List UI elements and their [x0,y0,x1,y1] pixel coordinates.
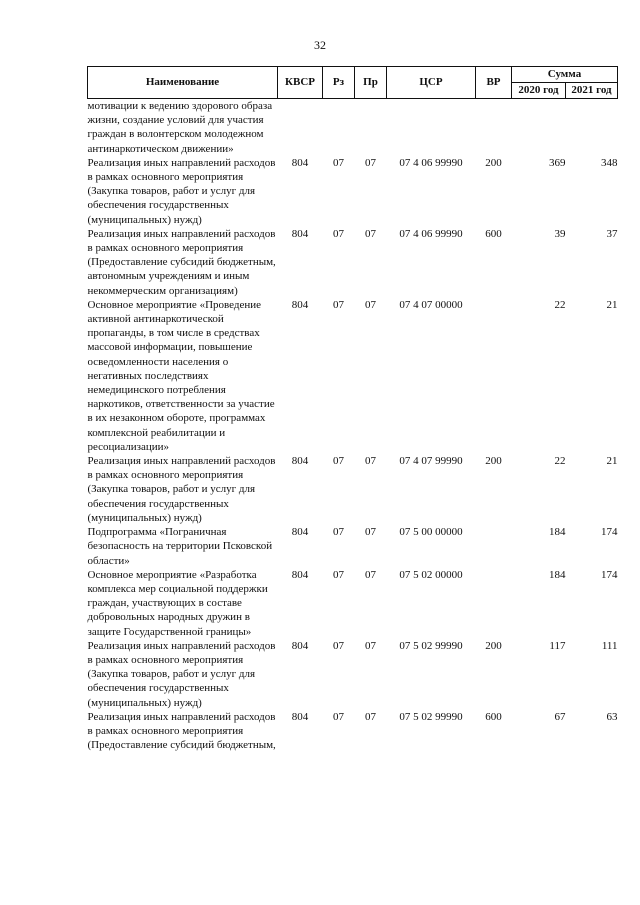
cell-rz: 07 [333,227,344,240]
cell-vr [476,298,512,454]
cell-pr: 07 [365,568,376,581]
cell-name: Реализация иных направлений расходов в рамках основного мероприятия (Закупка товаров, работ и услуг для обеспечения государственных (муниципальных) нужд) [87,156,276,226]
cell-pr: 07 [365,710,376,723]
cell-pr: 07 [365,455,376,468]
cell-name: мотивации к ведению здорового образа жизни, создание условий для участия граждан в волонтерском молодежном антинаркотическом движении» [87,100,273,155]
cell-kvsr: 804 [291,298,309,311]
cell-csr [387,99,476,156]
cell-sum-2021: 174 [601,568,618,581]
cell-rz: 07 [333,568,344,581]
col-header-csr: ЦСР [387,67,476,99]
cell-csr: 07 4 07 00000 [399,298,463,311]
cell-vr: 600 [485,227,502,240]
cell-pr: 07 [365,526,376,539]
table-row [88,227,618,298]
cell-kvsr: 804 [291,568,309,581]
table-row [88,568,618,639]
cell-kvsr: 804 [291,227,309,240]
table-body [88,99,618,753]
cell-pr: 07 [365,639,376,652]
budget-table [87,66,618,752]
table-header [88,67,618,99]
cell-rz: 07 [333,156,344,169]
cell-name: Основное мероприятие «Разработка комплекса мер социальной поддержки граждан, участвующих в составе добровольных народных дружин в защите Государственной границы» [87,568,268,638]
cell-name: Реализация иных направлений расходов в рамках основного мероприятия (Закупка товаров, работ и услуг для обеспечения государственных (муниципальных) нужд) [87,455,276,524]
cell-name: Подпрограмма «Пограничная безопасность на территории Псковской области» [87,526,273,567]
cell-kvsr: 804 [291,639,309,652]
cell-sum-2021: 21 [606,455,618,468]
cell-sum-2020: 369 [549,156,566,169]
cell-kvsr [278,99,323,156]
cell-rz: 07 [333,455,344,468]
table-row [88,99,618,156]
cell-vr [476,99,512,156]
table-row [88,639,618,710]
cell-rz: 07 [333,298,344,311]
cell-vr: 200 [485,156,502,169]
cell-kvsr: 804 [291,156,309,169]
cell-kvsr: 804 [291,455,309,468]
cell-sum-2020 [512,99,566,156]
cell-csr: 07 4 06 99990 [399,156,463,169]
cell-kvsr: 804 [291,710,309,723]
col-header-pr: Пр [355,67,387,99]
cell-rz [323,99,355,156]
cell-csr: 07 5 02 00000 [399,568,463,581]
cell-pr: 07 [365,156,376,169]
cell-csr: 07 5 02 99990 [399,639,463,652]
col-header-sum: Сумма [512,67,618,83]
table-row [88,710,618,753]
col-header-2020: 2020 год [512,83,566,99]
cell-sum-2021: 111 [601,639,618,652]
cell-sum-2020: 184 [549,568,566,581]
cell-vr: 200 [485,639,502,652]
cell-rz: 07 [333,710,344,723]
cell-sum-2020: 184 [549,526,566,539]
cell-sum-2021: 348 [601,156,618,169]
cell-csr: 07 5 00 00000 [399,526,463,539]
col-header-kvsr: КВСР [278,67,323,99]
cell-sum-2020: 67 [554,710,566,723]
cell-sum-2021: 37 [606,227,618,240]
col-header-2021: 2021 год [566,83,618,99]
cell-sum-2021: 174 [601,526,618,539]
col-header-vr: ВР [476,67,512,99]
cell-sum-2020: 22 [554,455,566,468]
cell-sum-2020: 117 [549,639,566,652]
cell-vr [476,568,512,639]
cell-sum-2021 [566,99,618,156]
table-row [88,298,618,454]
page-number: 32 [314,38,326,52]
cell-name: Реализация иных направлений расходов в рамках основного мероприятия (Предоставление субсидий бюджетным, автономным учреждениям и иным некоммерческим организациям) [87,227,276,297]
table-row [88,454,618,525]
cell-pr: 07 [365,227,376,240]
cell-pr [355,99,387,156]
cell-vr [476,525,512,568]
cell-csr: 07 5 02 99990 [399,710,463,723]
cell-name: Реализация иных направлений расходов в рамках основного мероприятия (Предоставление субсидий бюджетным, [87,710,276,752]
table-row [88,156,618,227]
cell-vr: 600 [485,710,502,723]
cell-sum-2021: 21 [606,298,618,311]
table-row [88,525,618,568]
cell-name: Реализация иных направлений расходов в рамках основного мероприятия (Закупка товаров, работ и услуг для обеспечения государственных (муниципальных) нужд) [87,639,276,709]
cell-csr: 07 4 07 99990 [399,455,463,468]
cell-sum-2020: 39 [554,227,566,240]
cell-name: Основное мероприятие «Проведение активной антинаркотической пропаганды, в том числе в средствах массовой информации, повышение осведомленности населения о негативных последствиях немедицинского потребления наркотиков, ответственности за участие в их незаконном обороте, программах комплексной реабилитации и ресоциализации» [87,298,275,453]
cell-rz: 07 [333,639,344,652]
cell-pr: 07 [365,298,376,311]
cell-sum-2021: 63 [606,710,618,723]
cell-vr: 200 [485,455,502,468]
cell-kvsr: 804 [291,526,309,539]
cell-rz: 07 [333,526,344,539]
col-header-name: Наименование [88,67,278,99]
cell-csr: 07 4 06 99990 [399,227,463,240]
cell-sum-2020: 22 [554,298,566,311]
col-header-rz: Рз [323,67,355,99]
